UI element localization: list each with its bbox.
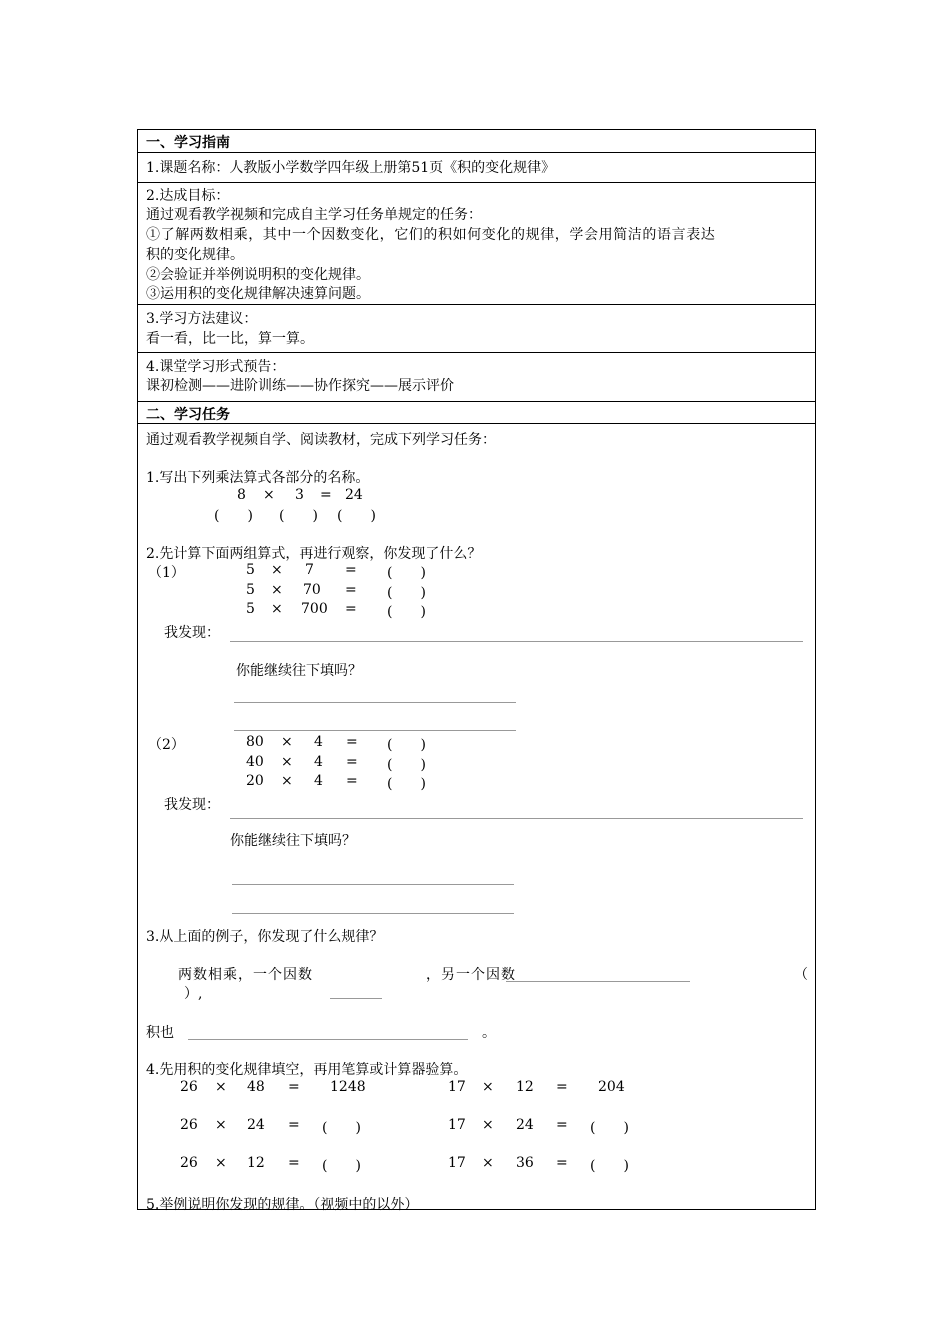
q1-blank-1[interactable]: ( ) <box>214 508 253 524</box>
q3-product-label: 积也 <box>146 1025 174 1041</box>
section1-header-row <box>138 130 815 153</box>
form-text: 课初检测——进阶训练——协作探究——展示评价 <box>146 378 454 394</box>
q2-p2-r1-b: 4 <box>314 734 323 750</box>
q4-l1-eq: = <box>288 1079 300 1095</box>
q4-r2-eq: = <box>556 1117 568 1133</box>
method-row <box>138 305 815 353</box>
q2-p2-r2-a: 40 <box>246 754 264 770</box>
q2-p1-r3-b: 700 <box>301 601 328 617</box>
q2-p1-r2-op: × <box>271 582 283 598</box>
q2-p1-r3-a: 5 <box>246 601 255 617</box>
goal-3: ③运用积的变化规律解决速算问题。 <box>146 286 370 302</box>
q4-l2-b: 24 <box>247 1117 265 1133</box>
q4-l2-op: × <box>215 1117 227 1133</box>
method-title: 3.学习方法建议： <box>146 311 258 327</box>
q2-p1-r2-b: 70 <box>303 582 321 598</box>
q4-r3-a: 17 <box>448 1155 466 1171</box>
q1-blank-3[interactable]: ( ) <box>337 508 376 524</box>
q4-l2-blank[interactable]: ( ) <box>322 1120 361 1136</box>
q4-r3-eq: = <box>556 1155 568 1171</box>
q2-p2-r1-a: 80 <box>246 734 264 750</box>
q4-r1-b: 12 <box>516 1079 534 1095</box>
q2-p2-r2-eq: = <box>346 754 358 770</box>
q2-p1-r2-blank[interactable]: ( ) <box>387 585 426 601</box>
q3-blank-factor-change[interactable] <box>330 998 382 999</box>
q2-p2-r3-op: × <box>281 773 293 789</box>
q2-p1-r3-eq: = <box>345 601 357 617</box>
q2-p2-r1-eq: = <box>346 734 358 750</box>
q2-p2-r2-b: 4 <box>314 754 323 770</box>
q2-p2-r3-a: 20 <box>246 773 264 789</box>
goals-title: 2.达成目标： <box>146 188 230 204</box>
q2-p2-r3-blank[interactable]: ( ) <box>387 776 426 792</box>
goal-1-line-b: 积的变化规律。 <box>146 247 244 263</box>
q2-p2-r2-blank[interactable]: ( ) <box>387 757 426 773</box>
q1-times: × <box>263 487 275 503</box>
q3-title: 3.从上面的例子，你发现了什么规律？ <box>146 929 384 945</box>
q2-p2-r1-op: × <box>281 734 293 750</box>
q4-l1-a: 26 <box>180 1079 198 1095</box>
q4-r3-op: × <box>482 1155 494 1171</box>
q2-p1-r1-blank[interactable]: ( ) <box>387 565 426 581</box>
q4-l1-b: 48 <box>247 1079 265 1095</box>
q3-sentence-b: ，另一个因数 <box>426 967 516 983</box>
q3-blank-other-factor[interactable] <box>506 981 690 982</box>
section2-header: 二、学习任务 <box>146 407 230 423</box>
q5-title: 5.举例说明你发现的规律。（视频中的以外） <box>146 1197 419 1213</box>
section1-header: 一、学习指南 <box>146 135 230 151</box>
topic-text: 1.课题名称：人教版小学数学四年级上册第51页《积的变化规律》 <box>146 160 556 176</box>
q4-l3-b: 12 <box>247 1155 265 1171</box>
q2-p1-r1-op: × <box>271 562 283 578</box>
q2-p2-continue: 你能继续往下填吗？ <box>230 833 356 849</box>
q1-factor-b: 3 <box>295 487 304 503</box>
q1-title: 1.写出下列乘法算式各部分的名称。 <box>146 470 370 486</box>
q4-r3-b: 36 <box>516 1155 534 1171</box>
q3-paren-open: （ <box>794 967 808 983</box>
q2-p1-r1-eq: = <box>345 562 357 578</box>
section2-body <box>138 424 815 1213</box>
q2-p2-r2-op: × <box>281 754 293 770</box>
q4-l3-eq: = <box>288 1155 300 1171</box>
q3-paren-close: ）, <box>184 986 203 1002</box>
q4-r3-blank[interactable]: ( ) <box>590 1158 629 1174</box>
q4-l3-a: 26 <box>180 1155 198 1171</box>
q4-r1-op: × <box>482 1079 494 1095</box>
q2-p2-found-label: 我发现： <box>164 797 220 813</box>
q4-r1-result: 204 <box>598 1079 625 1095</box>
q2-p2-continue-line-1[interactable] <box>232 884 514 885</box>
q4-l1-op: × <box>215 1079 227 1095</box>
q4-r1-a: 17 <box>448 1079 466 1095</box>
q2-title: 2.先计算下面两组算式，再进行观察，你发现了什么？ <box>146 546 482 562</box>
q3-period: 。 <box>482 1025 496 1041</box>
q4-l3-op: × <box>215 1155 227 1171</box>
q1-product: 24 <box>345 487 363 503</box>
q2-p1-r2-a: 5 <box>246 582 255 598</box>
q1-equals: = <box>320 487 332 503</box>
q2-p1-r3-op: × <box>271 601 283 617</box>
q4-r2-b: 24 <box>516 1117 534 1133</box>
worksheet-table <box>137 129 816 1213</box>
q4-l2-a: 26 <box>180 1117 198 1133</box>
q1-factor-a: 8 <box>237 487 246 503</box>
q2-p1-continue: 你能继续往下填吗？ <box>236 663 362 679</box>
section2-intro: 通过观看教学视频自学、阅读教材，完成下列学习任务： <box>146 432 496 448</box>
q2-p2-found-line[interactable] <box>230 818 803 819</box>
q4-r1-eq: = <box>556 1079 568 1095</box>
q2-p1-r1-a: 5 <box>246 562 255 578</box>
q1-blank-2[interactable]: ( ) <box>279 508 318 524</box>
q2-part2-label: （2） <box>148 737 185 753</box>
section2-header-row <box>138 402 815 424</box>
q3-sentence-a: 两数相乘，一个因数 <box>178 967 313 983</box>
q2-part1-label: （1） <box>148 565 185 581</box>
q2-p1-r2-eq: = <box>345 582 357 598</box>
q2-p2-r3-b: 4 <box>314 773 323 789</box>
topic-row <box>138 153 815 183</box>
q2-p1-continue-line-1[interactable] <box>234 702 516 703</box>
goal-2: ②会验证并举例说明积的变化规律。 <box>146 267 370 283</box>
goal-1-line-a: ①了解两数相乘，其中一个因数变化，它们的积如何变化的规律，学会用简洁的语言表达 <box>146 227 716 243</box>
q4-r2-blank[interactable]: ( ) <box>590 1120 629 1136</box>
goals-row <box>138 183 815 305</box>
method-text: 看一看，比一比，算一算。 <box>146 331 314 347</box>
q2-p1-found-label: 我发现： <box>164 625 220 641</box>
q2-p2-r3-eq: = <box>346 773 358 789</box>
form-row <box>138 353 815 402</box>
q2-p2-continue-line-2[interactable] <box>232 913 514 914</box>
q2-p1-continue-line-2[interactable] <box>234 730 516 731</box>
q3-blank-product-change[interactable] <box>188 1039 468 1040</box>
q2-p1-found-line[interactable] <box>230 641 803 642</box>
form-title: 4.课堂学习形式预告： <box>146 359 286 375</box>
q4-title: 4.先用积的变化规律填空，再用笔算或计算器验算。 <box>146 1062 468 1078</box>
q2-p1-r3-blank[interactable]: ( ) <box>387 604 426 620</box>
q4-l2-eq: = <box>288 1117 300 1133</box>
q4-l3-blank[interactable]: ( ) <box>322 1158 361 1174</box>
goals-intro: 通过观看教学视频和完成自主学习任务单规定的任务： <box>146 207 482 223</box>
q4-r2-a: 17 <box>448 1117 466 1133</box>
q2-p2-r1-blank[interactable]: ( ) <box>387 737 426 753</box>
q4-r2-op: × <box>482 1117 494 1133</box>
q4-l1-result: 1248 <box>330 1079 366 1095</box>
q2-p1-r1-b: 7 <box>305 562 314 578</box>
